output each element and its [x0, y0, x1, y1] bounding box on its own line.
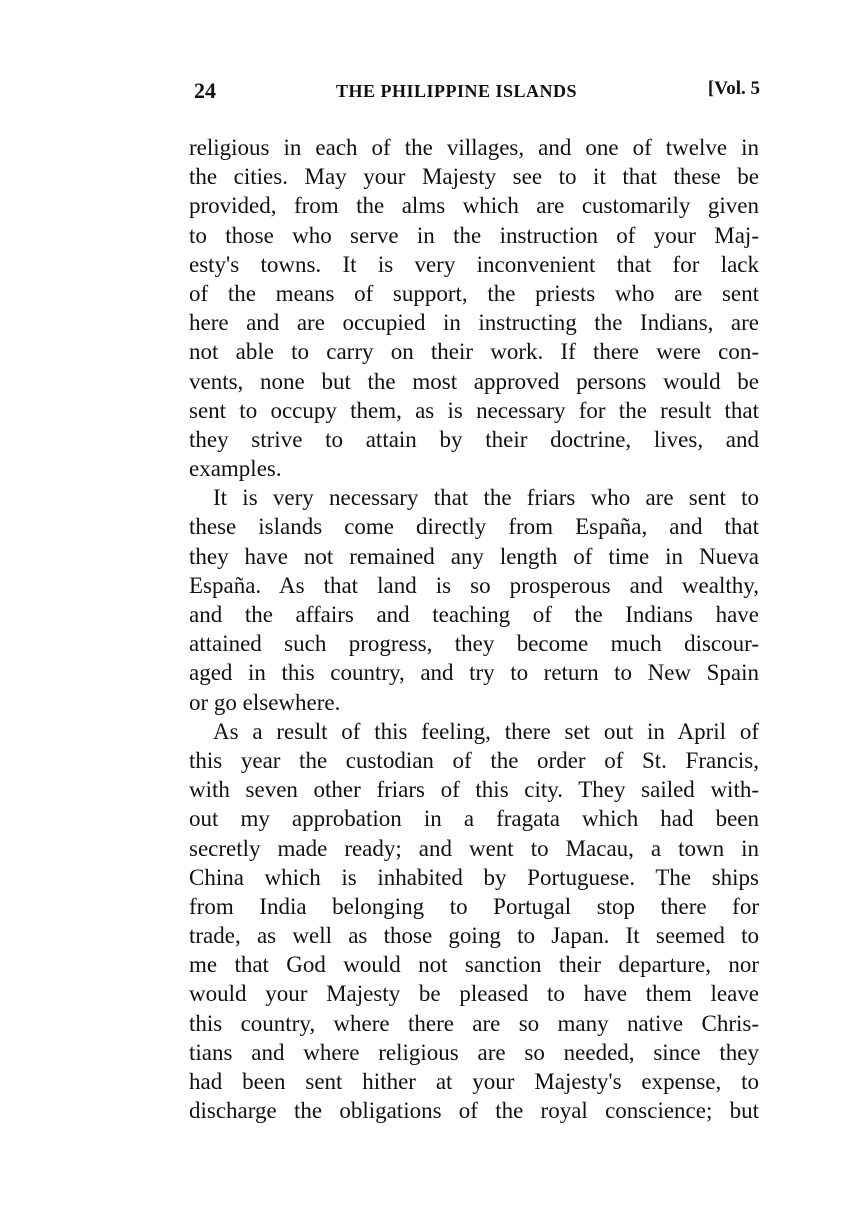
text-line: or go elsewhere.: [189, 689, 341, 715]
text-line: from India belonging to Portugal stop there for: [189, 893, 759, 919]
text-line: religious in each of the villages, and one of twelve in: [189, 135, 759, 160]
text-line: examples.: [189, 456, 282, 482]
running-title: THE PHILIPPINE ISLANDS: [336, 81, 578, 101]
text-line: China which is inhabited by Portuguese. The ships: [189, 864, 759, 890]
text-line: It is very necessary that the friars who are sent to: [213, 485, 759, 511]
text-line: with seven other friars of this city. They sailed with-: [189, 777, 759, 803]
text-line: here and are occupied in instructing the Indians, are: [189, 310, 759, 336]
text-line: me that God would not sanction their departure, nor: [189, 952, 759, 978]
text-line: secretly made ready; and went to Macau, a town in: [189, 835, 759, 861]
page-number: 24: [194, 78, 216, 103]
text-line: tians and where religious are so needed, since they: [189, 1039, 759, 1065]
text-line: attained such progress, they become much discour-: [189, 631, 759, 657]
text-line: had been sent hither at your Majesty's expense, to: [189, 1069, 759, 1094]
text-line: to those who serve in the instruction of your Maj-: [189, 222, 759, 248]
text-line: would your Majesty be pleased to have them leave: [189, 981, 759, 1007]
text-line: they have not remained any length of time in Nueva: [189, 543, 759, 569]
text-line: esty's towns. It is very inconvenient that for lack: [189, 251, 759, 277]
text-line: España. As that land is so prosperous and wealthy,: [189, 572, 759, 598]
text-line: provided, from the alms which are customarily given: [189, 193, 759, 219]
body-text: [189, 133, 759, 1125]
text-line: of the means of support, the priests who are sent: [189, 280, 759, 306]
text-line: the cities. May your Majesty see to it that these be: [189, 164, 759, 190]
text-line: aged in this country, and try to return to New Spain: [189, 660, 759, 686]
text-line: they strive to attain by their doctrine, lives, and: [189, 426, 759, 452]
text-line: and the affairs and teaching of the Indians have: [189, 602, 759, 627]
text-line: discharge the obligations of the royal conscience; but: [189, 1098, 759, 1124]
page-header: [194, 78, 764, 112]
text-line: not able to carry on their work. If there were con-: [189, 339, 759, 365]
volume-label: [Vol. 5: [707, 78, 760, 99]
text-line: out my approbation in a fragata which had been: [189, 806, 759, 832]
text-line: trade, as well as those going to Japan. It seemed to: [189, 923, 759, 949]
text-line: this country, where there are so many native Chris-: [189, 1010, 759, 1036]
text-line: As a result of this feeling, there set out in April of: [213, 718, 759, 744]
text-line: vents, none but the most approved persons would be: [189, 368, 759, 394]
text-line: these islands come directly from España, and that: [189, 514, 759, 540]
text-line: this year the custodian of the order of St. Francis,: [189, 747, 759, 773]
text-line: sent to occupy them, as is necessary for the result that: [189, 397, 759, 423]
